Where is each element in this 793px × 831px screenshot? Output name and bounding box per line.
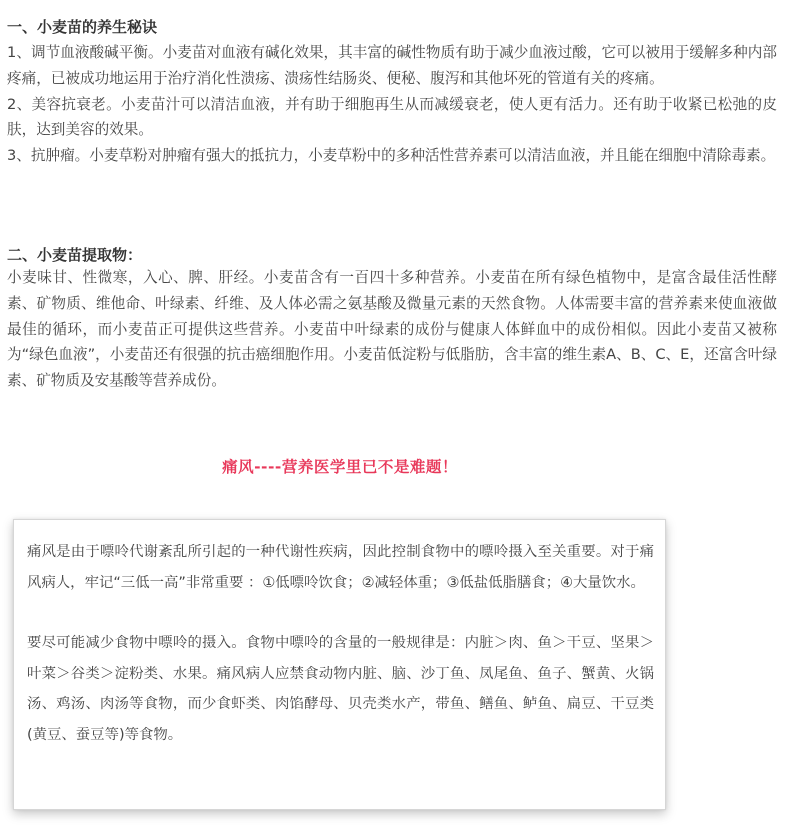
gout-paragraph-2: 要尽可能减少食物中嘌呤的摄入。食物中嘌呤的含量的一般规律是：内脏＞肉、鱼＞干豆、坚果＞叶菜＞谷类＞淀粉类、水果。痛风病人应禁食动物内脏、脑、沙丁鱼、凤尾鱼、鱼子、蟹黄、火锅汤、鸡汤、肉汤等食物，而少食虾类、肉馅酵母、贝壳类水产，带鱼、鳝鱼、鲈鱼、扁豆、干豆类(黄豆、蚕豆等)等食物。 bbox=[27, 635, 654, 743]
section2-body bbox=[7, 265, 777, 394]
section1-item-2: 2、美容抗衰老。小麦苗汁可以清洁血液，并有助于细胞再生从而减缓衰老，使人更有活力。还有助于收紧已松弛的皮肤，达到美容的效果。 bbox=[7, 95, 777, 139]
section1-title: 一、小麦苗的养生秘诀 bbox=[7, 18, 158, 36]
section2-paragraph: 小麦味甘、性微寒，入心、脾、肝经。小麦苗含有一百四十多种营养。小麦苗在所有绿色植物中，是富含最佳活性酵素、矿物质、维他命、叶绿素、纤维、及人体必需之氨基酸及微量元素的天然食物。人体需要丰富的营养素来使血液做最佳的循环，而小麦苗正可提供这些营养。小麦苗中叶绿素的成份与健康人体鲜血中的成份相似。因此小麦苗又被称为“绿色血液”，小麦苗还有很强的抗击癌细胞作用。小麦苗低淀粉与低脂肪，含丰富的维生素A、B、C、E，还富含叶绿素、矿物质及安基酸等营养成份。 bbox=[7, 269, 777, 390]
section1-body bbox=[7, 40, 777, 169]
section1-item-1: 1、调节血液酸碱平衡。小麦苗对血液有碱化效果，其丰富的碱性物质有助于减少血液过酸，它可以被用于缓解多种内部疼痛，已被成功地运用于治疗消化性溃疡、溃疡性结肠炎、便秘、腹泻和其他坏死的管道有关的疼痛。 bbox=[7, 44, 777, 87]
section2-title: 二、小麦苗提取物： bbox=[7, 246, 143, 264]
gout-paragraph-1: 痛风是由于嘌呤代谢紊乱所引起的一种代谢性疾病，因此控制食物中的嘌呤摄入至关重要。对于痛风病人，牢记“三低一高”非常重要 ：①低嘌呤饮食；②减轻体重；③低盐低脂膳食；④大量饮水。 bbox=[27, 544, 654, 591]
gout-headline: 痛风----营养医学里已不是难题！ bbox=[222, 458, 458, 476]
gout-info-content bbox=[27, 537, 654, 750]
section1-item-3: 3、抗肿瘤。小麦草粉对肿瘤有强大的抵抗力，小麦草粉中的多种活性营养素可以清洁血液，并且能在细胞中清除毒素。 bbox=[7, 147, 776, 165]
gout-info-card bbox=[13, 519, 666, 810]
